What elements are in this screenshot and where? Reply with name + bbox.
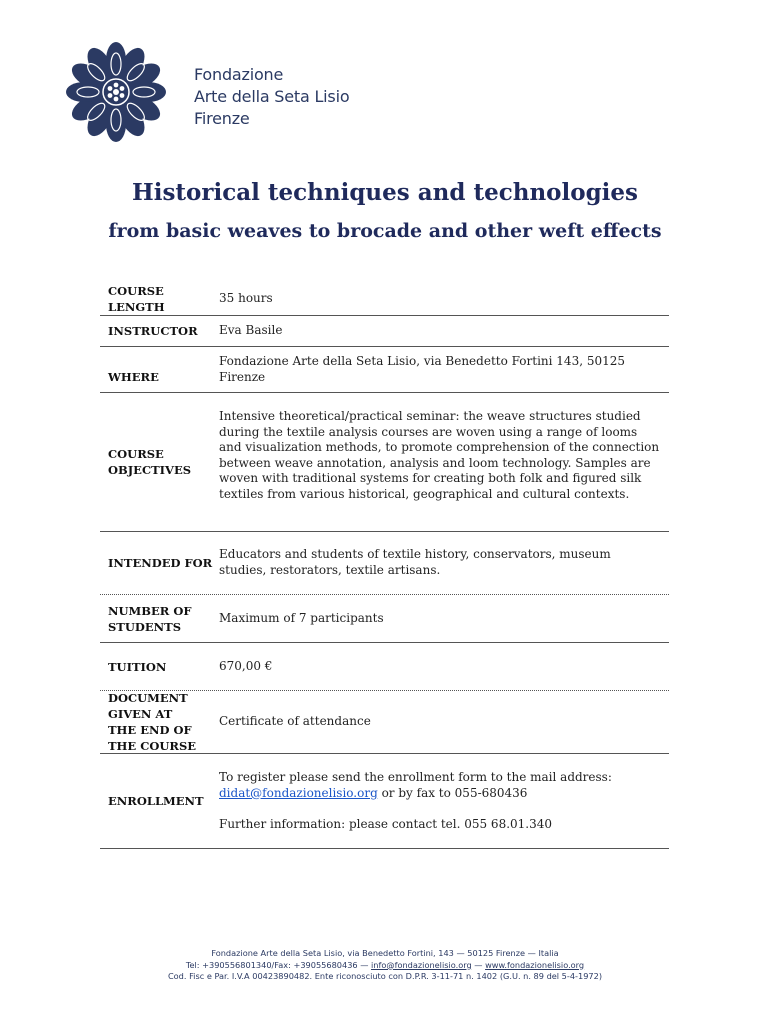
- page-subtitle: from basic weaves to brocade and other weft effects: [108, 220, 662, 242]
- footer-email-link[interactable]: info@fondazionelisio.org: [371, 959, 472, 970]
- enrollment-contact: [219, 786, 661, 802]
- org-name-line2: Arte della Seta Lisio: [194, 87, 350, 106]
- row-document-given: [100, 691, 669, 754]
- enrollment-info: Further information: please contact tel. 055 68.01.340: [219, 817, 553, 832]
- organization-name: [194, 64, 349, 130]
- row-course-length: [100, 282, 669, 316]
- page-footer: [0, 948, 770, 983]
- tuition-value: 670,00 €: [219, 658, 273, 673]
- footer-phone-fax: Tel: +390556801340/Fax: +39055680436 —: [185, 959, 372, 970]
- row-tuition: [100, 643, 669, 691]
- where-label: WHERE: [108, 370, 159, 384]
- number-of-students-label: NUMBER OF STUDENTS: [108, 603, 192, 634]
- footer-website-link[interactable]: www.fondazionelisio.org: [485, 959, 585, 970]
- number-of-students-value: Maximum of 7 participants: [219, 610, 384, 625]
- footer-separator: —: [471, 959, 486, 970]
- row-intended-for: [100, 532, 669, 595]
- instructor-label: INSTRUCTOR: [108, 324, 198, 338]
- org-name-line3: Firenze: [194, 109, 250, 128]
- row-number-of-students: [100, 595, 669, 643]
- course-details-table: [100, 282, 669, 849]
- intended-for-value: Educators and students of textile history, conservators, museum studies, restorators, textile artisans.: [219, 547, 611, 577]
- intended-for-label: INTENDED FOR: [108, 556, 213, 570]
- where-value: Fondazione Arte della Seta Lisio, via Benedetto Fortini 143, 50125 Firenze: [219, 354, 626, 384]
- document-given-label: DOCUMENT GIVEN AT THE END OF THE COURSE: [108, 691, 197, 753]
- row-instructor: [100, 316, 669, 347]
- footer-address: Fondazione Arte della Seta Lisio, via Benedetto Fortini, 143 — 50125 Firenze — Italia: [211, 948, 559, 958]
- enrollment-fax: or by fax to 055-680436: [377, 785, 528, 800]
- enrollment-label: ENROLLMENT: [108, 794, 204, 808]
- page-title: Historical techniques and technologies: [132, 179, 638, 206]
- row-where: [100, 347, 669, 393]
- lotus-flower-icon: [66, 42, 166, 142]
- course-length-label: COURSE LENGTH: [108, 283, 165, 314]
- org-name-line1: Fondazione: [194, 65, 284, 84]
- footer-contacts: [0, 960, 770, 972]
- tuition-label: TUITION: [108, 659, 167, 674]
- instructor-value: Eva Basile: [219, 323, 283, 338]
- course-objectives-value: Intensive theoretical/practical seminar: the weave structures studied during the textile analysis courses are woven using a range of looms and visualization methods, to promote comprehension of the connection between weave annotation, analysis and loom technology. Samples are woven with traditional systems for creating both folk and figured silk textiles from various historical, geographical and cultural contexts.: [219, 409, 660, 501]
- footer-registration: Cod. Fisc e Par. I.V.A 00423890482. Ente riconosciuto con D.P.R. 3-11-71 n. 1402 (G.U. n. 89 del 5-4-1972): [167, 971, 603, 981]
- enrollment-email-link[interactable]: didat@fondazionelisio.org: [219, 785, 378, 800]
- row-course-objectives: [100, 393, 669, 532]
- course-length-value: 35 hours: [219, 290, 273, 305]
- row-enrollment: [100, 754, 669, 849]
- course-objectives-label: COURSE OBJECTIVES: [108, 447, 192, 477]
- document-given-value: Certificate of attendance: [219, 714, 371, 729]
- enrollment-value: [219, 754, 669, 833]
- enrollment-intro: To register please send the enrollment form to the mail address:: [219, 770, 612, 784]
